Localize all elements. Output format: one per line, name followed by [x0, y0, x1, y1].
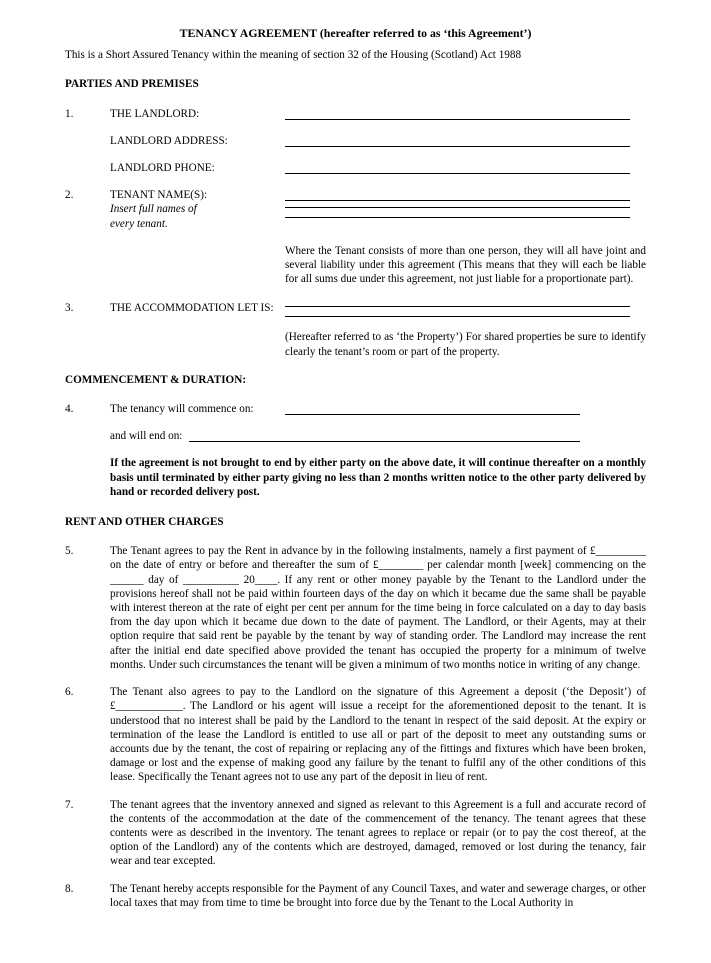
landlord-address-row — [65, 134, 646, 148]
landlord-phone-row — [65, 161, 646, 175]
end-date-label: and will end on: — [110, 430, 183, 443]
item-3-number: 3. — [65, 302, 74, 315]
accommodation-field-1[interactable] — [285, 306, 630, 307]
item-2-number: 2. — [65, 189, 74, 202]
heading-parties-and-premises: PARTIES AND PREMISES — [65, 78, 199, 91]
landlord-phone-label: LANDLORD PHONE: — [110, 162, 215, 175]
document-title: TENANCY AGREEMENT (hereafter referred to as ‘this Agreement’) — [179, 26, 532, 40]
item-5-number: 5. — [65, 545, 74, 558]
tenant-names-note: Insert full names of every tenant. — [110, 203, 197, 230]
commencement-date-field[interactable] — [285, 402, 580, 415]
continuation-clause: If the agreement is not brought to end by either party on the above date, it will continue thereafter on a monthly basis until terminated by either party giving no less than 2 months written notice to the other party delivered by hand or recorded delivery post. — [110, 457, 646, 498]
item-8-number: 8. — [65, 882, 74, 895]
tenant-names-label: TENANT NAME(S): — [110, 189, 208, 202]
landlord-name-row — [65, 107, 646, 121]
landlord-name-label: THE LANDLORD: — [110, 107, 200, 120]
item-6-number: 6. — [65, 686, 74, 699]
heading-rent-and-other-charges: RENT AND OTHER CHARGES — [65, 516, 224, 529]
end-date-row — [65, 429, 646, 443]
commencement-date-label: The tenancy will commence on: — [110, 403, 254, 416]
accommodation-field-2[interactable] — [285, 316, 630, 317]
landlord-address-label: LANDLORD ADDRESS: — [110, 134, 228, 147]
tenant-name-field-2[interactable] — [285, 207, 630, 208]
commencement-date-row — [65, 402, 646, 416]
tenant-note-cell — [110, 202, 285, 230]
clause-rent-payment — [65, 544, 646, 672]
tenant-names-extra-row — [65, 202, 646, 230]
landlord-name-field[interactable] — [285, 107, 630, 120]
tenant-name-extra-fields — [285, 202, 646, 218]
document-intro: This is a Short Assured Tenancy within the meaning of section 32 of the Housing (Scotland) Act 1988 — [65, 49, 522, 62]
heading-commencement-duration: COMMENCEMENT & DURATION: — [65, 373, 247, 386]
item-7-number: 7. — [65, 798, 74, 811]
end-date-field[interactable] — [189, 429, 580, 442]
clause-inventory — [65, 798, 646, 869]
clause-deposit — [65, 685, 646, 784]
accommodation-label: THE ACCOMMODATION LET IS: — [110, 302, 274, 315]
landlord-phone-field[interactable] — [285, 161, 630, 174]
item-4-number: 4. — [65, 403, 74, 416]
property-note: (Hereafter referred to as ‘the Property’) For shared properties be sure to identify clearly the tenant’s room or part of the property. — [285, 331, 646, 358]
tenant-name-field-3[interactable] — [285, 217, 630, 218]
accommodation-fields — [285, 301, 646, 317]
tenant-names-row — [65, 188, 646, 202]
clause-inventory-text: The tenant agrees that the inventory annexed and signed as relevant to this Agreement is a full and accurate record of the contents of the accommodation at the date of the commencement of the tenancy. The tenant agrees that these contents were as described in the inventory. The tenant agrees to replace or repair (or to pay the cost thereof, at the option of the Landlord) any of the contents which are destroyed, damaged, removed or lost during the tenancy, fair wear and tear excepted. — [110, 798, 646, 868]
tenant-name-field-1[interactable] — [285, 188, 630, 201]
joint-liability-note: Where the Tenant consists of more than one person, they will all have joint and several liability under this agreement (This means that they will each be liable for all sums due under this agreement, not just liable for a proportionate part). — [285, 244, 646, 286]
clause-rent-payment-text: The Tenant agrees to pay the Rent in advance by in the following instalments, namely a first payment of £_________ on the date of entry or before and thereafter the sum of £________ per calendar month [week] commencing on the ______ day of __________ 20____. If any rent or other money payable by the Tenant to the Landlord under the provisions hereof shall not be paid within fourteen days of the day on which it became due the same shall be payable with interest thereon at the rate of eight per cent per annum for the time being in force calculated on a day to day basis from the day upon which it became due down to the date of payment. The Landlord, or their Agents, may at their option require that said rent be payable by the tenant by way of standing order. The Landlord may increase the rent after the initial end date specified above provided the tenant has occupied the property for a minimum of twelve months. Under such circumstances the tenant will be given a minimum of two months notice in writing of any change. — [110, 545, 646, 671]
landlord-address-field[interactable] — [285, 134, 630, 147]
clause-council-tax-text: The Tenant hereby accepts responsible for the Payment of any Council Taxes, and water and sewerage charges, or other local taxes that may from time to time be brought into force due by the Tenant to the Local Authority in — [110, 882, 646, 909]
clause-deposit-text: The Tenant also agrees to pay to the Landlord on the signature of this Agreement a deposit (‘the Deposit’) of £____________. The Landlord or his agent will issue a receipt for the aforementioned deposit to the tenant. It is understood that no interest shall be paid by the Landlord to the tenant in respect of the said deposit. At the expiry or termination of the lease the Landlord is entitled to use all or part of the deposit to meet any outstanding sums or accounts due by the tenant, the cost of repairing or replacing any of the fittings and fixtures which have been broken, damage or lost and the expense of making good any failure by the tenant to fulfil any of the other conditions of this lease. Specifically the Tenant agrees not to use any part of the deposit in lieu of rent. — [110, 686, 646, 784]
accommodation-row — [65, 301, 646, 317]
clause-council-tax — [65, 882, 646, 910]
item-1-number: 1. — [65, 107, 74, 120]
